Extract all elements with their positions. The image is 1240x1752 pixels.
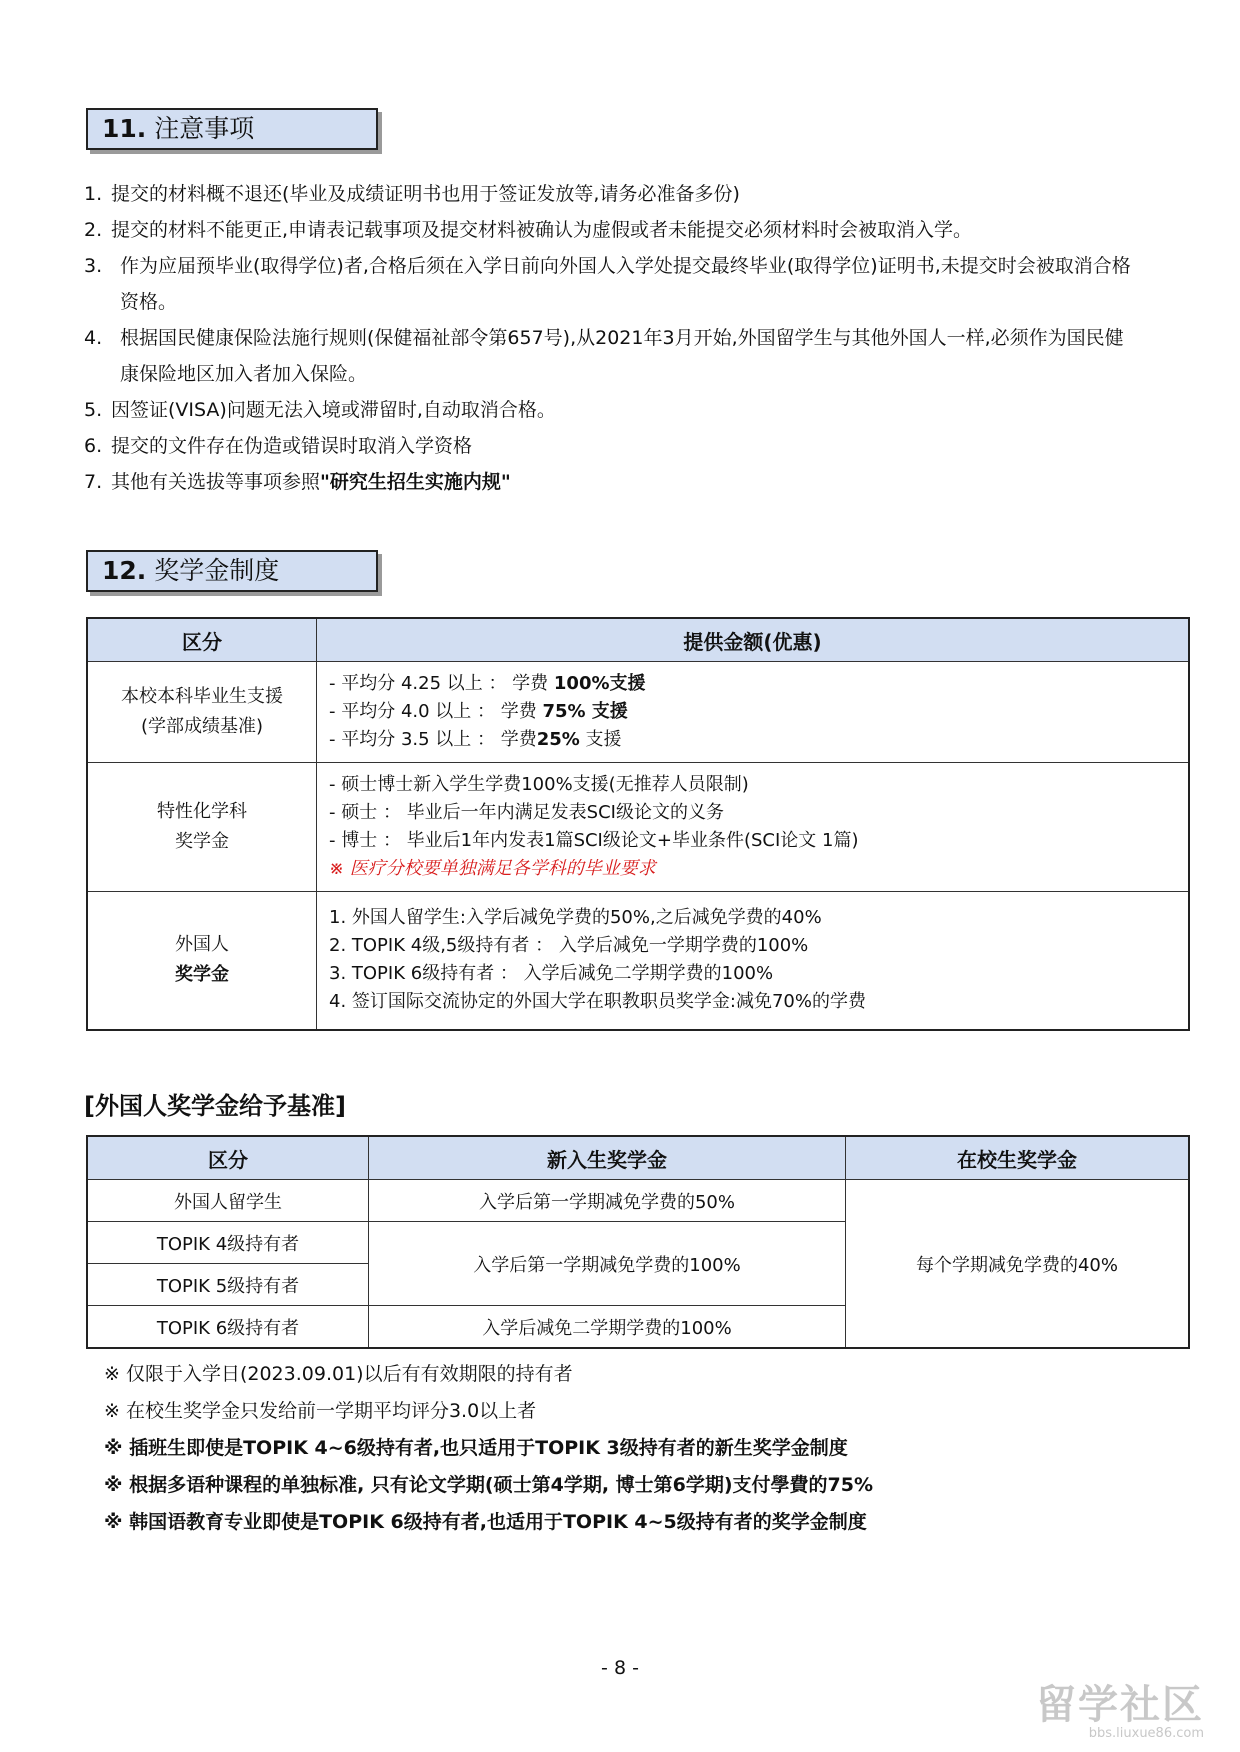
watermark-url: bbs.liuxue86.com [1088, 1726, 1204, 1741]
table-row [87, 1180, 1189, 1222]
row-category: 本校本科毕业生支援 (学部成绩基准) [87, 662, 317, 763]
row-category: TOPIK 5级持有者 [87, 1264, 369, 1306]
row-category: 特性化学科 奖学金 [87, 763, 317, 892]
column-header: 区分 [87, 1136, 369, 1180]
column-header: 新入生奖学金 [369, 1136, 846, 1180]
column-header: 在校生奖学金 [846, 1136, 1190, 1180]
page-number: - 8 - [601, 1657, 639, 1679]
note-item: ※ 仅限于入学日(2023.09.01)以后有有效期限的持有者 [104, 1363, 573, 1385]
row-category: 外国人 奖学金 [87, 892, 317, 1030]
note-item: ※ 在校生奖学金只发给前一学期平均评分3.0以上者 [104, 1400, 537, 1422]
new-student-value: 入学后第一学期减免学费的100% [369, 1222, 846, 1306]
notice-list [84, 176, 1144, 500]
watermark-brand: 留学社区 [1036, 1682, 1204, 1728]
column-header: 区分 [87, 618, 317, 662]
notice-item-5: 5. 因签证(VISA)问题无法入境或滞留时,自动取消合格。 [84, 399, 556, 421]
section-11-number: 11. [102, 114, 147, 143]
row-content: - 硕士博士新入学生学费100%支援(无推荐人员限制) - 硕士 ： 毕业后一年内满足发表SCI级论文的义务 - 博士 ： 毕业后1年内发表1篇SCI级论文+毕业条件(SCI论文 1篇) ※ 医疗分校要单独满足各学科的毕业要求 [317, 763, 1190, 892]
section-12-number: 12. [102, 556, 147, 585]
table-row [87, 892, 1189, 1030]
notice-item-4: 4. 根据国民健康保险法施行规则(保健福祉部令第657号),从2021年3月开始,外国留学生与其他外国人一样,必须作为国民健康保险地区加入者加入保险。 [84, 327, 1124, 385]
new-student-value: 入学后第一学期减免学费的50% [369, 1180, 846, 1222]
table-row [87, 662, 1189, 763]
table-row [87, 763, 1189, 892]
row-category: TOPIK 6级持有者 [87, 1306, 369, 1349]
notice-item-1: 1. 提交的材料概不退还(毕业及成绩证明书也用于签证发放等,请务必准备多份) [84, 183, 740, 205]
table-header-row [87, 618, 1189, 662]
notice-item-6: 6. 提交的文件存在伪造或错误时取消入学资格 [84, 435, 473, 457]
section-11-heading [86, 108, 378, 150]
scholarship-table [86, 617, 1190, 1031]
note-item: ※ 插班生即使是TOPIK 4~6级持有者,也只适用于TOPIK 3级持有者的新生奖学金制度 [104, 1437, 848, 1459]
current-student-value: 每个学期减免学费的40% [846, 1180, 1190, 1349]
section-12-title: 奖学金制度 [154, 556, 280, 585]
row-content: - 平均分 4.25 以上 ： 学费 100%支援 - 平均分 4.0 以上 ： 学费 75% 支援 - 平均分 3.5 以上 ： 学费25% 支援 [317, 662, 1190, 763]
new-student-value: 入学后减免二学期学费的100% [369, 1306, 846, 1349]
note-item: ※ 根据多语种课程的单独标准, 只有论文学期(硕士第4学期, 博士第6学期)支付學費的75% [104, 1474, 874, 1496]
notice-item-7: 7. 其他有关选拔等事项参照"研究生招生实施内规" [84, 471, 511, 493]
medical-campus-note: ※ 医疗分校要单独满足各学科的毕业要求 [329, 858, 656, 879]
section-11-title: 注意事项 [154, 114, 255, 143]
table-header-row [87, 1136, 1189, 1180]
notice-item-2: 2. 提交的材料不能更正,申请表记载事项及提交材料被确认为虚假或者未能提交必须材料时会被取消入学。 [84, 219, 973, 241]
column-header: 提供金额(优惠) [317, 618, 1190, 662]
foreign-scholarship-table [86, 1135, 1190, 1349]
notice-item-3: 3. 作为应届预毕业(取得学位)者,合格后须在入学日前向外国人入学处提交最终毕业(取得学位)证明书,未提交时会被取消合格资格。 [84, 255, 1131, 313]
foreign-scholarship-title: [外国人奖学金给予基准] [84, 1092, 346, 1120]
row-category: 外国人留学生 [87, 1180, 369, 1222]
watermark-logo [1036, 1684, 1204, 1742]
row-content: 1. 外国人留学生:入学后减免学费的50%,之后减免学费的40% 2. TOPIK 4级,5级持有者 ： 入学后减免一学期学费的100% 3. TOPIK 6级持有者 ： 入学后减免二学期学费的100% 4. 签订国际交流协定的外国大学在职教职员奖学金:减免70%的学费 [317, 892, 1190, 1030]
note-item: ※ 韩国语教育专业即使是TOPIK 6级持有者,也适用于TOPIK 4~5级持有者的奖学金制度 [104, 1511, 867, 1533]
section-12-heading [86, 550, 378, 592]
scholarship-notes [104, 1356, 1184, 1541]
row-category: TOPIK 4级持有者 [87, 1222, 369, 1264]
